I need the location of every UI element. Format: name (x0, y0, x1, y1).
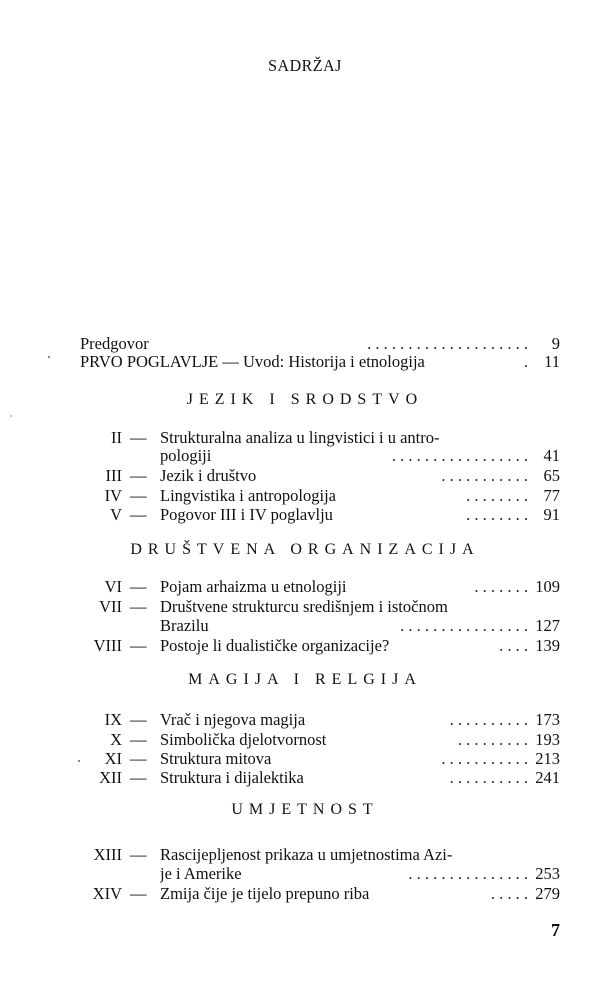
page-number: 7 (551, 920, 560, 940)
entry-page: 65 (543, 466, 560, 485)
chapter-numeral: IV (104, 486, 122, 505)
chapter-numeral: XI (104, 749, 122, 768)
entry-title: Struktura i dijalektika (160, 768, 304, 787)
entry-title: Pogovor III i IV poglavlju (160, 505, 333, 524)
toc-entry[interactable] (0, 768, 610, 788)
entry-page: 253 (535, 864, 560, 883)
chapter-numeral: XIV (92, 884, 122, 903)
section-heading: UMJETNOST (231, 801, 379, 818)
toc-entry[interactable] (0, 577, 610, 597)
dot-leader: . . . . . . . . . . . (441, 466, 528, 485)
entry-title: Društvene strukturcu središnjem i istočnom (160, 597, 448, 616)
toc-entry[interactable] (0, 749, 610, 769)
entry-page: 173 (535, 710, 560, 729)
chapter-numeral: IX (104, 710, 122, 729)
toc-entry[interactable] (0, 616, 610, 636)
entry-title: Brazilu (160, 616, 209, 635)
entry-page: 139 (535, 636, 560, 655)
chapter-numeral: X (110, 730, 122, 749)
entry-page: 9 (551, 334, 560, 353)
entry-page: 109 (535, 577, 560, 596)
toc-entry[interactable] (0, 597, 610, 617)
toc-entry[interactable] (0, 486, 610, 506)
entry-title: je i Amerike (160, 864, 242, 883)
em-dash: — (130, 505, 147, 524)
entry-title: Simbolička djelotvornost (160, 730, 327, 749)
entry-title: Lingvistika i antropologija (160, 486, 336, 505)
chapter-numeral: II (111, 428, 122, 447)
dot-leader: . . . . . . . . . . (449, 768, 528, 787)
entry-page: 193 (535, 730, 560, 749)
dot-leader: . . . . . . . (474, 577, 528, 596)
toc-entry[interactable] (0, 730, 610, 750)
page-title: SADRŽAJ (268, 57, 342, 76)
toc-entry[interactable] (0, 446, 610, 466)
dot-leader: . . . . . . . . (466, 505, 528, 524)
entry-title: Strukturalna analiza u lingvistici i u antro- (160, 428, 440, 447)
entry-title: Zmija čije je tijelo prepuno riba (160, 884, 370, 903)
dot-leader: . . . . . . . . . . . . . . . . . (391, 446, 528, 465)
scan-speck (78, 760, 80, 762)
em-dash: — (130, 768, 147, 787)
dot-leader: . . . . . . . . . . . . . . . (408, 864, 528, 883)
section-heading: JEZIK I SRODSTVO (186, 391, 424, 408)
chapter-numeral: VIII (93, 636, 122, 655)
toc-entry[interactable] (0, 352, 610, 372)
dot-leader: . . . . (499, 636, 528, 655)
dot-leader: . . . . . . . . . . (449, 710, 528, 729)
dot-leader: . (523, 352, 528, 371)
em-dash: — (130, 730, 147, 749)
toc-entry[interactable] (0, 466, 610, 486)
section-heading: MAGIJA I RELGIJA (188, 671, 422, 688)
entry-page: 241 (535, 768, 560, 787)
dot-leader: . . . . . . . . . (457, 730, 528, 749)
dot-leader: . . . . . . . . (466, 486, 528, 505)
em-dash: — (130, 710, 147, 729)
toc-entry[interactable] (0, 884, 610, 904)
dot-leader: . . . . . . . . . . . . . . . . (400, 616, 528, 635)
entry-page: 279 (535, 884, 560, 903)
entry-page: 77 (543, 486, 560, 505)
em-dash: — (130, 636, 147, 655)
em-dash: — (130, 466, 147, 485)
scan-speck (48, 356, 50, 358)
chapter-numeral: XII (99, 768, 122, 787)
entry-page: 11 (544, 352, 560, 371)
scan-speck (10, 415, 12, 417)
toc-entry[interactable] (0, 845, 610, 865)
entry-title: Struktura mitova (160, 749, 272, 768)
chapter-numeral: VII (99, 597, 122, 616)
entry-title: Postoje li dualističke organizacije? (160, 636, 390, 655)
dot-leader: . . . . . (490, 884, 528, 903)
em-dash: — (130, 486, 147, 505)
entry-title: Predgovor (80, 334, 149, 353)
toc-entry[interactable] (0, 505, 610, 525)
toc-entry[interactable] (0, 710, 610, 730)
dot-leader: . . . . . . . . . . . . . . . . . . . . (367, 334, 528, 353)
em-dash: — (130, 597, 147, 616)
entry-title: PRVO POGLAVLJE — Uvod: Historija i etnologija (80, 352, 425, 371)
toc-entry[interactable] (0, 428, 610, 448)
em-dash: — (130, 577, 147, 596)
em-dash: — (130, 749, 147, 768)
section-heading: DRUŠTVENA ORGANIZACIJA (130, 541, 480, 558)
toc-entry[interactable] (0, 636, 610, 656)
toc-entry[interactable] (0, 864, 610, 884)
em-dash: — (130, 428, 147, 447)
entry-page: 91 (543, 505, 560, 524)
chapter-numeral: VI (104, 577, 122, 596)
entry-title: Rascijepljenost prikaza u umjetnostima Azi- (160, 845, 453, 864)
entry-page: 213 (535, 749, 560, 768)
entry-title: Vrač i njegova magija (160, 710, 306, 729)
chapter-numeral: III (105, 466, 122, 485)
dot-leader: . . . . . . . . . . . (441, 749, 528, 768)
entry-title: pologiji (160, 446, 212, 465)
em-dash: — (130, 884, 147, 903)
entry-page: 127 (535, 616, 560, 635)
chapter-numeral: V (110, 505, 122, 524)
toc-entry[interactable] (0, 334, 610, 354)
entry-page: 41 (543, 446, 560, 465)
entry-title: Jezik i društvo (160, 466, 257, 485)
entry-title: Pojam arhaizma u etnologiji (160, 577, 347, 596)
em-dash: — (130, 845, 147, 864)
chapter-numeral: XIII (93, 845, 122, 864)
